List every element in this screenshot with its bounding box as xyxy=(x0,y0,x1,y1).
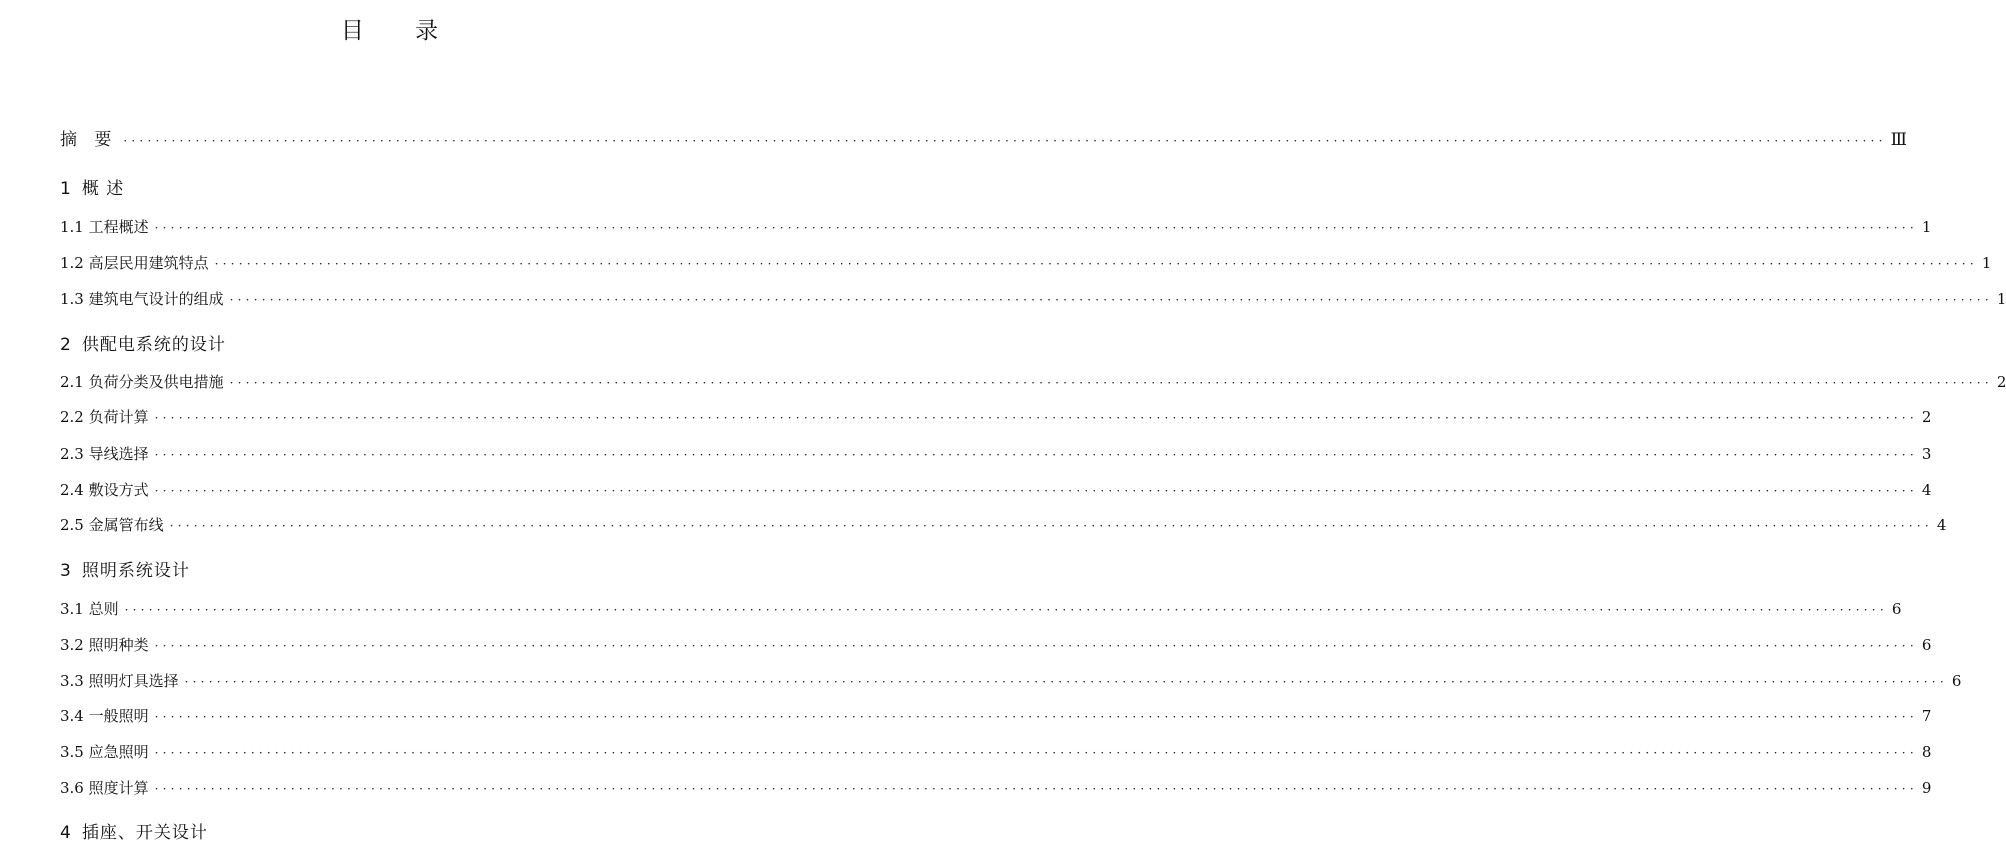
section-label: 3.1 总则 xyxy=(60,600,119,618)
chapter-title: 供配电系统的设计 xyxy=(81,335,226,355)
abstract-label: 摘 要 xyxy=(60,130,118,150)
toc-entry-abstract[interactable] xyxy=(60,125,1907,150)
section-label: 3.2 照明种类 xyxy=(60,636,149,654)
leader-dots: ···························································································································································································································· xyxy=(154,782,1918,796)
leader-dots: ···························································································································································································································· xyxy=(169,519,1933,533)
toc-entry[interactable] xyxy=(60,634,1932,658)
chapter-heading-2[interactable] xyxy=(60,330,226,356)
chapter-number: 2 xyxy=(60,335,72,355)
toc-entry[interactable] xyxy=(60,598,1902,622)
page-number: Ⅲ xyxy=(1890,130,1907,150)
section-label: 3.3 照明灯具选择 xyxy=(60,672,179,690)
page-number: 1 xyxy=(1921,218,1932,236)
chapter-heading-1[interactable] xyxy=(60,174,124,200)
section-label: 1.2 高层民用建筑特点 xyxy=(60,254,209,272)
chapter-title: 概 述 xyxy=(81,179,125,199)
section-label: 2.4 敷设方式 xyxy=(60,481,149,499)
leader-dots: ···························································································································································································································· xyxy=(229,376,1993,390)
page-number: 2 xyxy=(1996,373,2006,391)
page-number: 9 xyxy=(1921,779,1932,797)
chapter-number: 1 xyxy=(60,179,72,199)
page-number: 1 xyxy=(1996,290,2006,308)
leader-dots: ···························································································································································································································· xyxy=(154,484,1918,498)
toc-entry[interactable] xyxy=(60,406,1932,430)
section-label: 2.3 导线选择 xyxy=(60,445,149,463)
page-title: 目 录 xyxy=(340,18,461,44)
section-label: 3.4 一般照明 xyxy=(60,707,149,725)
section-label: 2.1 负荷分类及供电措施 xyxy=(60,373,224,391)
toc-entry[interactable] xyxy=(60,705,1932,729)
section-label: 1.3 建筑电气设计的组成 xyxy=(60,290,224,308)
page-number: 6 xyxy=(1951,672,1962,690)
toc-entry[interactable] xyxy=(60,371,2006,395)
section-label: 3.5 应急照明 xyxy=(60,743,149,761)
page-number: 1 xyxy=(1981,254,1992,272)
toc-entry[interactable] xyxy=(60,216,1932,240)
toc-entry[interactable] xyxy=(60,288,2006,312)
page-number: 4 xyxy=(1936,516,1947,534)
leader-dots: ···························································································································································································································· xyxy=(123,134,1887,148)
toc-entry[interactable] xyxy=(60,443,1932,467)
leader-dots: ···························································································································································································································· xyxy=(124,603,1888,617)
chapter-heading-4[interactable] xyxy=(60,818,208,844)
chapter-number: 4 xyxy=(60,823,72,843)
toc-entry[interactable] xyxy=(60,741,1932,765)
toc-entry[interactable] xyxy=(60,479,1932,503)
chapter-title: 插座、开关设计 xyxy=(81,823,208,843)
leader-dots: ···························································································································································································································· xyxy=(214,257,1978,271)
leader-dots: ···························································································································································································································· xyxy=(154,710,1918,724)
chapter-title: 照明系统设计 xyxy=(81,561,190,581)
page-number: 8 xyxy=(1921,743,1932,761)
section-label: 3.6 照度计算 xyxy=(60,779,149,797)
section-label: 2.2 负荷计算 xyxy=(60,408,149,426)
page-number: 3 xyxy=(1921,445,1932,463)
leader-dots: ···························································································································································································································· xyxy=(184,675,1948,689)
page-number: 4 xyxy=(1921,481,1932,499)
page-number: 2 xyxy=(1921,408,1932,426)
leader-dots: ···························································································································································································································· xyxy=(154,411,1918,425)
page-number: 6 xyxy=(1891,600,1902,618)
section-label: 2.5 金属管布线 xyxy=(60,516,164,534)
chapter-number: 3 xyxy=(60,561,72,581)
leader-dots: ···························································································································································································································· xyxy=(154,746,1918,760)
leader-dots: ···························································································································································································································· xyxy=(229,293,1993,307)
leader-dots: ···························································································································································································································· xyxy=(154,639,1918,653)
toc-entry[interactable] xyxy=(60,252,1992,276)
leader-dots: ···························································································································································································································· xyxy=(154,221,1918,235)
toc-entry[interactable] xyxy=(60,777,1932,801)
page-number: 6 xyxy=(1921,636,1932,654)
toc-entry[interactable] xyxy=(60,514,1947,538)
section-label: 1.1 工程概述 xyxy=(60,218,149,236)
chapter-heading-3[interactable] xyxy=(60,556,190,582)
toc-entry[interactable] xyxy=(60,670,1962,694)
leader-dots: ···························································································································································································································· xyxy=(154,448,1918,462)
page-number: 7 xyxy=(1921,707,1932,725)
